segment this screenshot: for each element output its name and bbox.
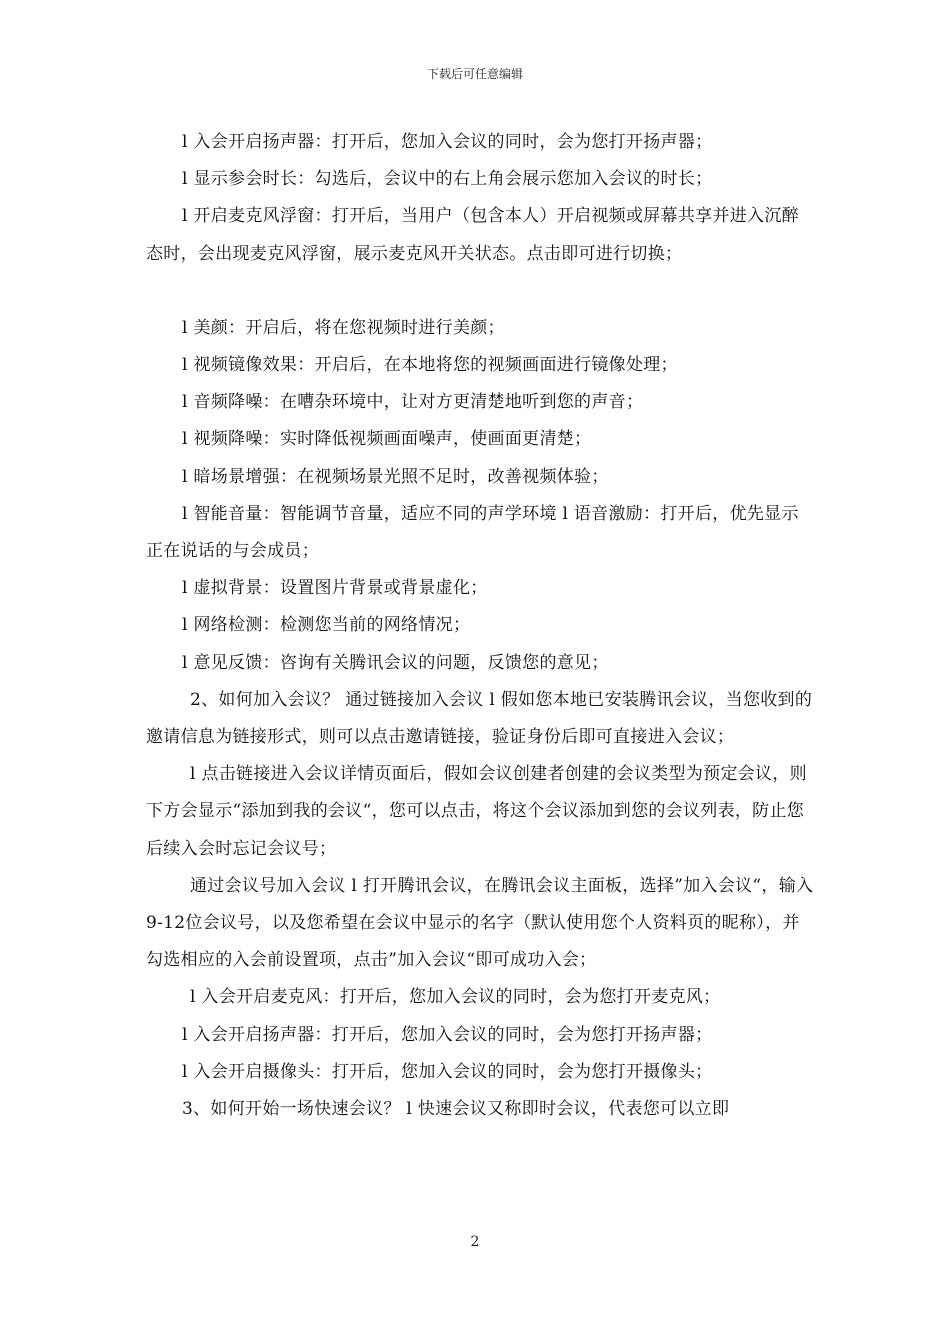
paragraph: l 入会开启麦克风：打开后，您加入会议的同时，会为您打开麦克风；	[190, 987, 721, 1008]
paragraph-spacer	[146, 273, 814, 310]
paragraph: l 入会开启扬声器：打开后，您加入会议的同时，会为您打开扬声器；	[182, 1024, 713, 1045]
paragraph: l 入会开启摄像头：打开后，您加入会议的同时，会为您打开摄像头；	[182, 1061, 713, 1082]
paragraph: l 开启麦克风浮窗：打开后，当用户（包含本人）开启视频或屏幕共享并进入沉醉态时，会出现麦克风浮窗，展示麦克风开关状态。点击即可进行切换；	[146, 206, 799, 264]
section-heading-paragraph: 3、如何开始一场快速会议？ l 快速会议又称即时会议，代表您可以立即	[182, 1099, 730, 1120]
paragraph: l 网络检测：检测您当前的网络情况；	[182, 615, 471, 636]
paragraph: l 美颜：开启后，将在您视频时进行美颜；	[182, 317, 505, 338]
paragraph: l 入会开启扬声器：打开后，您加入会议的同时，会为您打开扬声器；	[182, 132, 713, 152]
document-body	[146, 124, 814, 1128]
section-heading-paragraph: 2、如何加入会议？ 通过链接加入会议 l 假如您本地已安装腾讯会议，当您收到的邀请信息为链接形式，则可以点击邀请链接，验证身份后即可直接进入会议；	[146, 689, 813, 748]
paragraph: l 视频降噪：实时降低视频画面噪声，使画面更清楚；	[182, 429, 592, 450]
paragraph: l 音频降噪：在嘈杂环境中，让对方更清楚地听到您的声音；	[182, 392, 644, 413]
paragraph: l 虚拟背景：设置图片背景或背景虚化；	[182, 578, 488, 599]
paragraph: l 意见反馈：咨询有关腾讯会议的问题，反馈您的意见；	[182, 652, 609, 673]
paragraph: 通过会议号加入会议 l 打开腾讯会议，在腾讯会议主面板，选择”加入会议“，输入9-12位会议号，以及您希望在会议中显示的名字（默认使用您个人资料页的昵称），并勾选相应的入会前设置项，点击”加入会议“即可成功入会；	[146, 875, 814, 971]
paragraph: l 智能音量：智能调节音量，适应不同的声学环境 l 语音激励：打开后，优先显示正在说话的与会成员；	[146, 503, 799, 562]
page-header: 下载后可任意编辑	[426, 67, 523, 81]
paragraph: l 视频镜像效果：开启后，在本地将您的视频画面进行镜像处理；	[182, 355, 678, 376]
paragraph: l 显示参会时长：勾选后，会议中的右上角会展示您加入会议的时长；	[182, 169, 713, 190]
paragraph: l 暗场景增强：在视频场景光照不足时，改善视频体验；	[182, 466, 609, 487]
page-number: 2	[470, 1234, 480, 1250]
paragraph: l 点击链接进入会议详情页面后，假如会议创建者创建的会议类型为预定会议，则下方会显示“添加到我的会议“，您可以点击，将这个会议添加到您的会议列表，防止您后续入会时忘记会议号；	[146, 764, 807, 859]
